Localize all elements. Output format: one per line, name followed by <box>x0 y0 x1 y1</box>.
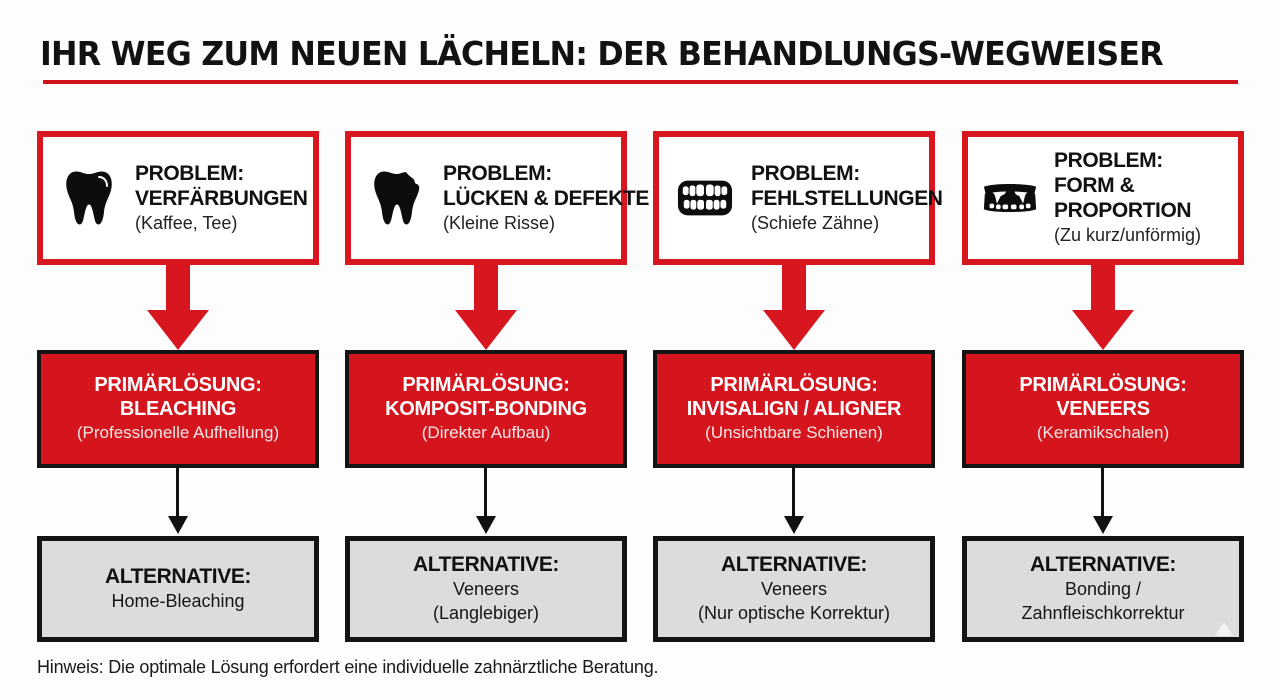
alternative-line: Zahnfleischkorrektur <box>1021 603 1185 623</box>
treatment-column-form-proportion <box>962 0 1244 698</box>
black-arrow-down-icon <box>168 516 188 534</box>
red-arrow-down-icon <box>1072 310 1134 350</box>
black-arrow-stem <box>176 468 179 520</box>
primary-label: PRIMÄRLÖSUNG: <box>710 374 878 396</box>
red-arrow-down-icon <box>147 310 209 350</box>
red-arrow-stem <box>166 265 190 313</box>
page-title: IHR WEG ZUM NEUEN LÄCHELN: DER BEHANDLUNGS-WEGWEISER <box>40 34 1163 73</box>
primary-solution-box <box>37 350 319 468</box>
alternative-label: ALTERNATIVE: <box>1029 553 1177 576</box>
primary-name: INVISALIGN / ALIGNER <box>686 398 902 420</box>
problem-subtitle: (Zu kurz/unförmig) <box>1054 225 1202 245</box>
primary-solution-box <box>345 350 627 468</box>
primary-name: BLEACHING <box>119 398 237 420</box>
black-arrow-stem <box>484 468 487 520</box>
red-arrow-stem <box>782 265 806 313</box>
alternative-line: Veneers <box>760 579 828 599</box>
red-arrow-down-icon <box>455 310 517 350</box>
black-arrow-stem <box>792 468 795 520</box>
alternative-label: ALTERNATIVE: <box>720 553 868 576</box>
problem-subtitle: (Kleine Risse) <box>443 212 556 233</box>
alternative-box <box>37 536 319 642</box>
black-arrow-down-icon <box>476 516 496 534</box>
treatment-column-gaps-defects <box>345 0 649 698</box>
problem-subtitle: (Schiefe Zähne) <box>751 212 880 233</box>
red-arrow-stem <box>1091 265 1115 313</box>
primary-solution-box <box>962 350 1244 468</box>
primary-subtitle: (Keramikschalen) <box>1036 423 1170 442</box>
primary-subtitle: (Unsichtbare Schienen) <box>705 423 883 442</box>
short-tooth-icon <box>982 168 1038 228</box>
tooth-icon <box>61 168 117 228</box>
alternative-label: ALTERNATIVE: <box>104 565 252 588</box>
alternative-line: (Nur optische Korrektur) <box>697 603 891 623</box>
problem-subtitle: (Kaffee, Tee) <box>135 212 238 233</box>
problem-title: VERFÄRBUNGEN <box>135 186 308 210</box>
red-arrow-stem <box>474 265 498 313</box>
primary-label: PRIMÄRLÖSUNG: <box>1019 374 1187 396</box>
alternative-line: Veneers <box>452 579 520 599</box>
primary-label: PRIMÄRLÖSUNG: <box>94 374 262 396</box>
chipped-tooth-icon <box>369 168 425 228</box>
problem-label: PROBLEM: <box>751 161 860 185</box>
problem-box <box>653 131 943 265</box>
watermark-triangle-icon <box>1215 622 1233 636</box>
primary-subtitle: (Direkter Aufbau) <box>421 423 551 442</box>
treatment-column-discoloration <box>37 0 319 698</box>
red-arrow-down-icon <box>763 310 825 350</box>
problem-title: FORM & <box>1054 174 1135 197</box>
primary-solution-box <box>653 350 935 468</box>
alternative-box <box>345 536 627 642</box>
primary-label: PRIMÄRLÖSUNG: <box>402 374 570 396</box>
primary-name: VENEERS <box>1056 398 1150 420</box>
alternative-line: (Langlebiger) <box>432 603 540 623</box>
alternative-box <box>653 536 935 642</box>
alternative-line: Home-Bleaching <box>111 591 245 611</box>
black-arrow-down-icon <box>1093 516 1113 534</box>
problem-label: PROBLEM: <box>135 161 244 185</box>
alternative-label: ALTERNATIVE: <box>412 553 560 576</box>
problem-box <box>345 131 649 265</box>
treatment-column-misalignment <box>653 0 943 698</box>
teeth-row-icon <box>677 168 733 228</box>
alternative-line: Bonding / <box>1064 579 1142 599</box>
problem-box <box>962 131 1244 265</box>
alternative-box <box>962 536 1244 642</box>
primary-name: KOMPOSIT-BONDING <box>385 398 587 420</box>
problem-label: PROBLEM: <box>443 161 552 185</box>
primary-subtitle: (Professionelle Aufhellung) <box>76 423 280 442</box>
problem-title: LÜCKEN & DEFEKTE <box>443 186 649 210</box>
black-arrow-down-icon <box>784 516 804 534</box>
problem-label: PROBLEM: <box>1054 149 1163 172</box>
black-arrow-stem <box>1101 468 1104 520</box>
footnote: Hinweis: Die optimale Lösung erfordert eine individuelle zahnärztliche Beratung. <box>37 657 659 677</box>
problem-title: PROPORTION <box>1054 199 1192 222</box>
problem-box <box>37 131 319 265</box>
problem-title: FEHLSTELLUNGEN <box>751 186 943 210</box>
